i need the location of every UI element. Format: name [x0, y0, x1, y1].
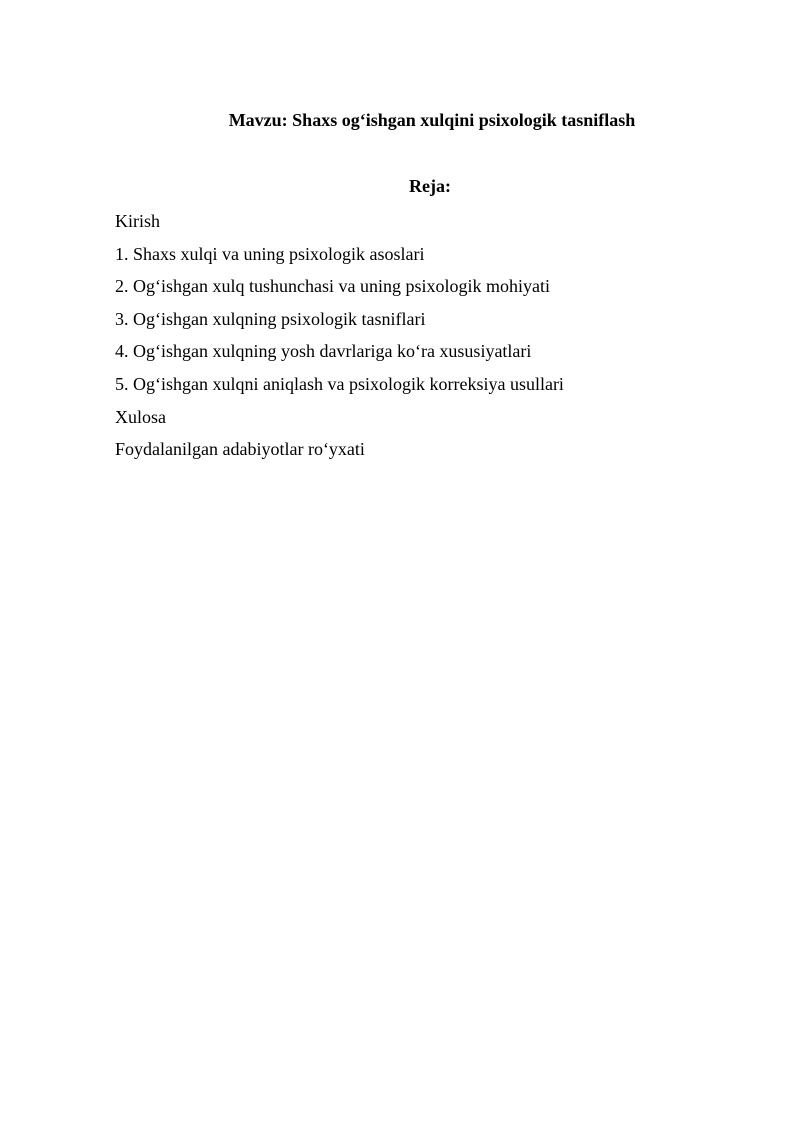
- plan-item-5: 5. Og‘ishgan xulqni aniqlash va psixologik korreksiya usullari: [115, 373, 564, 394]
- plan-item-intro: Kirish: [115, 211, 160, 231]
- plan-item-conclusion: Xulosa: [115, 406, 166, 427]
- plan-item-4: 4. Og‘ishgan xulqning yosh davrlariga ko‘ra xususiyatlari: [115, 341, 532, 362]
- plan-heading: Reja:: [409, 176, 451, 196]
- plan-item-3: 3. Og‘ishgan xulqning psixologik tasniflari: [115, 308, 426, 329]
- plan-item-1: 1. Shaxs xulqi va uning psixologik asoslari: [115, 243, 425, 264]
- plan-item-2: 2. Og‘ishgan xulq tushunchasi va uning psixologik mohiyati: [115, 276, 550, 297]
- plan-item-references: Foydalanilgan adabiyotlar ro‘yxati: [115, 439, 365, 460]
- page-title: Mavzu: Shaxs og‘ishgan xulqini psixologik tasniflash: [228, 110, 636, 130]
- plan-list: [115, 205, 745, 466]
